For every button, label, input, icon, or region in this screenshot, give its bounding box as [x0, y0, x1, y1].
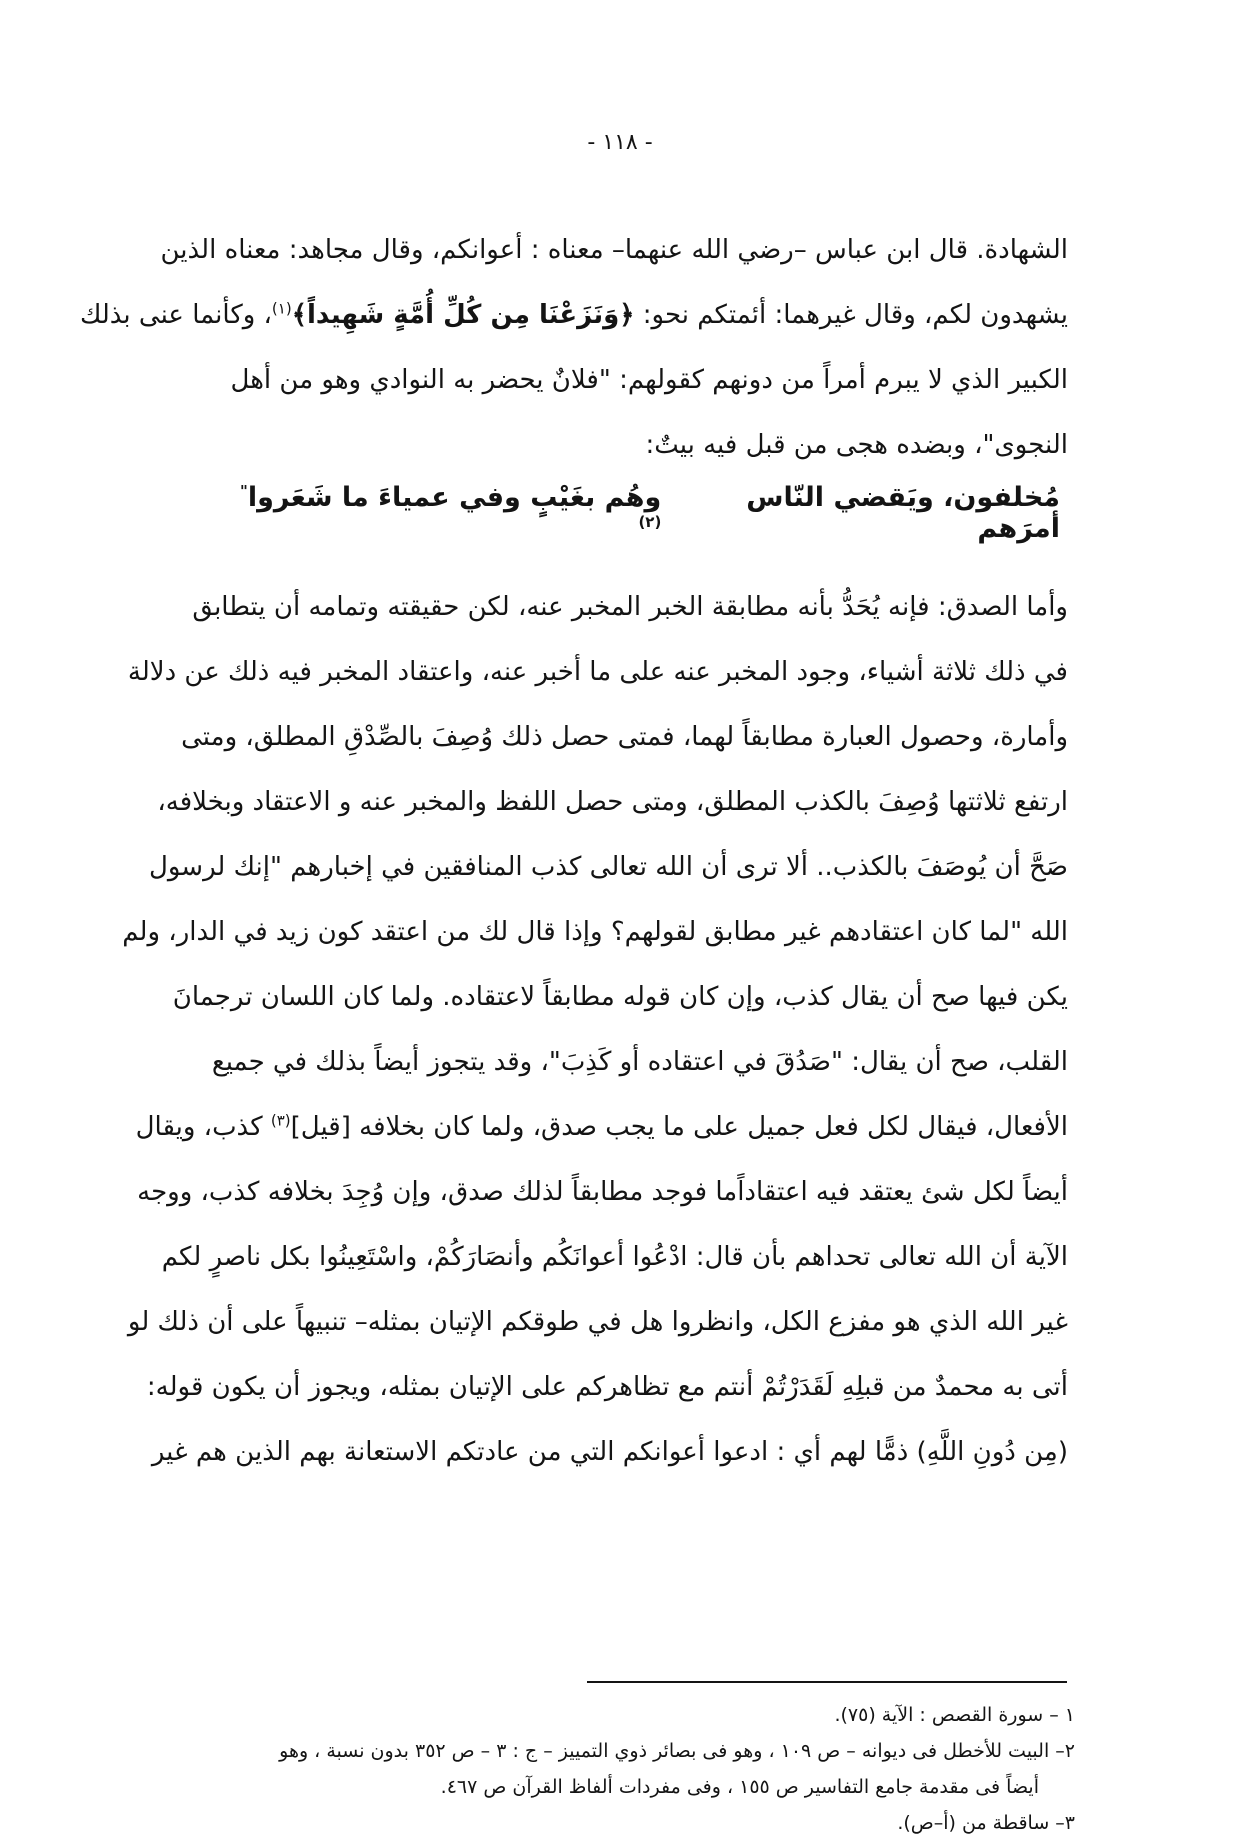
- text-run: الأفعال، فيقال لكل فعل جميل على ما يجب صدق، ولما كان بخلافه [قيل]: [290, 1112, 1068, 1142]
- text-run: أيضاً لكل شئ يعتقد فيه اعتقاداًما فوجد مطابقاً لذلك صدق، وإن وُجِدَ بخلافه كذب، ووجه: [137, 1177, 1068, 1207]
- verse-hemistich-right: مُخلفون، ويَقضي النّاس أمرَهم: [746, 482, 1060, 544]
- text-line: [127, 640, 1068, 705]
- text-run: القلب، صح أن يقال: "صَدُقَ في اعتقاده أو كَذِبَ"، وقد يتجوز أيضاً بذلك في جميع: [211, 1047, 1068, 1077]
- text-line: [181, 705, 1068, 770]
- quran-quote: ﴿وَنَزَعْنَا مِن كُلِّ أُمَّةٍ شَهِيداً﴾: [291, 300, 635, 330]
- text-run: النجوى"، وبضده هجى من قبل فيه بيتٌ:: [645, 430, 1068, 460]
- text-run: كذب، ويقال: [135, 1112, 271, 1142]
- text-line: [137, 1160, 1068, 1225]
- text-run: أتى به محمدٌ من قبلِهِ لَقَدَرْتُمْ أنتم مع تظاهركم على الإتيان بمثله، ويجوز أن يكون قوله:: [146, 1372, 1068, 1402]
- verse-hemistich-left: [225, 482, 661, 544]
- text-run: (مِن دُونِ اللَّهِ) ذمًّا لهم أي : ادعوا أعوانكم التي من عادتكم الاستعانة بهم الذين هم غير: [151, 1437, 1068, 1467]
- text-run: الآية أن الله تعالى تحداهم بأن قال: ادْعُوا أعوانَكُم وأنصَارَكُمْ، واسْتَعِينُوا بكل ناصرٍ لكم: [161, 1242, 1068, 1272]
- text-line: [200, 1030, 1068, 1095]
- text-run: في ذلك ثلاثة أشياء، وجود المخبر عنه على ما أخبر عنه، واعتقاد المخبر فيه ذلك عن دلالة: [127, 657, 1068, 687]
- text-line: [146, 1355, 1068, 1420]
- text-run: الله "لما كان اعتقادهم غير مطابق لقولهم؟ وإذا قال لك من اعتقد كون زيد في الدار، ولم: [122, 917, 1068, 947]
- footnote-line: ٢– البيت للأخطل فى ديوانه – ص ١٠٩ ، وهو فى بصائر ذوي التمييز – ج : ٣ – ص ٣٥٢ بدون نسبة ، وهو: [279, 1740, 1075, 1762]
- text-run: ارتفع ثلاثتها وُصِفَ بالكذب المطلق، ومتى حصل اللفظ والمخبر عنه و الاعتقاد وبخلافه،: [157, 787, 1068, 817]
- text-line: [172, 965, 1068, 1030]
- verse-hemistich-left-text: وهُم بغَيْبٍ وفي عمياءَ ما شَعَروا: [247, 482, 662, 513]
- text-run: صَحَّ أن يُوصَفَ بالكذب.. ألا ترى أن الله تعالى كذب المنافقين في إخبارهم "إنك لرسول: [148, 852, 1068, 882]
- footnote-line: ١ – سورة القصص : الآية (٧٥).: [834, 1704, 1075, 1726]
- text-run: وأمارة، وحصول العبارة مطابقاً لهما، فمتى حصل ذلك وُصِفَ بالصِّدْقِ المطلق، ومتى: [181, 722, 1068, 752]
- paragraph-2: [122, 575, 1068, 1485]
- text-line: [157, 770, 1068, 835]
- footnotes: [255, 1697, 1075, 1841]
- text-run: يكن فيها صح أن يقال كذب، وإن كان قوله مطابقاً لاعتقاده. ولما كان اللسان ترجمانَ: [172, 982, 1068, 1012]
- footnote-ref: (٣): [270, 1111, 291, 1130]
- paragraph-1: [79, 218, 1068, 478]
- footnote-line: أيضاً فى مقدمة جامع التفاسير ص ١٥٥ ، وفى مفردات ألفاظ القرآن ص ٤٦٧.: [440, 1776, 1039, 1798]
- text-line: [135, 1095, 1068, 1160]
- text-run: الشهادة. قال ابن عباس –رضي الله عنهما– معناه : أعوانكم، وقال مجاهد: معناه الذين: [160, 235, 1068, 265]
- text-line: [192, 575, 1068, 640]
- footnote-line: ٣– ساقطة من (أ–ص).: [897, 1812, 1075, 1834]
- text-run: غير الله الذي هو مفزع الكل، وانظروا هل في طوقكم الإتيان بمثله– تنبيهاً على أن ذلك لو: [127, 1307, 1068, 1337]
- page-number: - ١١٨ -: [587, 130, 653, 155]
- text-run: يشهدون لكم، وقال غيرهما: أئمتكم نحو:: [634, 300, 1068, 330]
- footnote-ref: (١): [271, 299, 292, 318]
- footnote-ref-2: "(٢): [240, 482, 662, 531]
- text-line: [151, 1420, 1068, 1485]
- poetry-verse: [225, 482, 1060, 544]
- text-line: [161, 1225, 1068, 1290]
- text-line: [160, 218, 1068, 283]
- text-line: [148, 835, 1068, 900]
- text-line: [127, 1290, 1068, 1355]
- text-line: [79, 283, 1068, 348]
- text-run: ، وكأنما عنى بذلك: [79, 300, 272, 330]
- text-line: [200, 348, 1068, 413]
- text-line: [200, 413, 1068, 478]
- text-run: الكبير الذي لا يبرم أمراً من دونهم كقولهم: "فلانٌ يحضر به النوادي وهو من أهل: [230, 365, 1068, 395]
- text-run: وأما الصدق: فإنه يُحَدُّ بأنه مطابقة الخبر المخبر عنه، لكن حقيقته وتمامه أن يتطابق: [192, 592, 1068, 622]
- text-line: [122, 900, 1068, 965]
- footnote-divider: [587, 1681, 1067, 1683]
